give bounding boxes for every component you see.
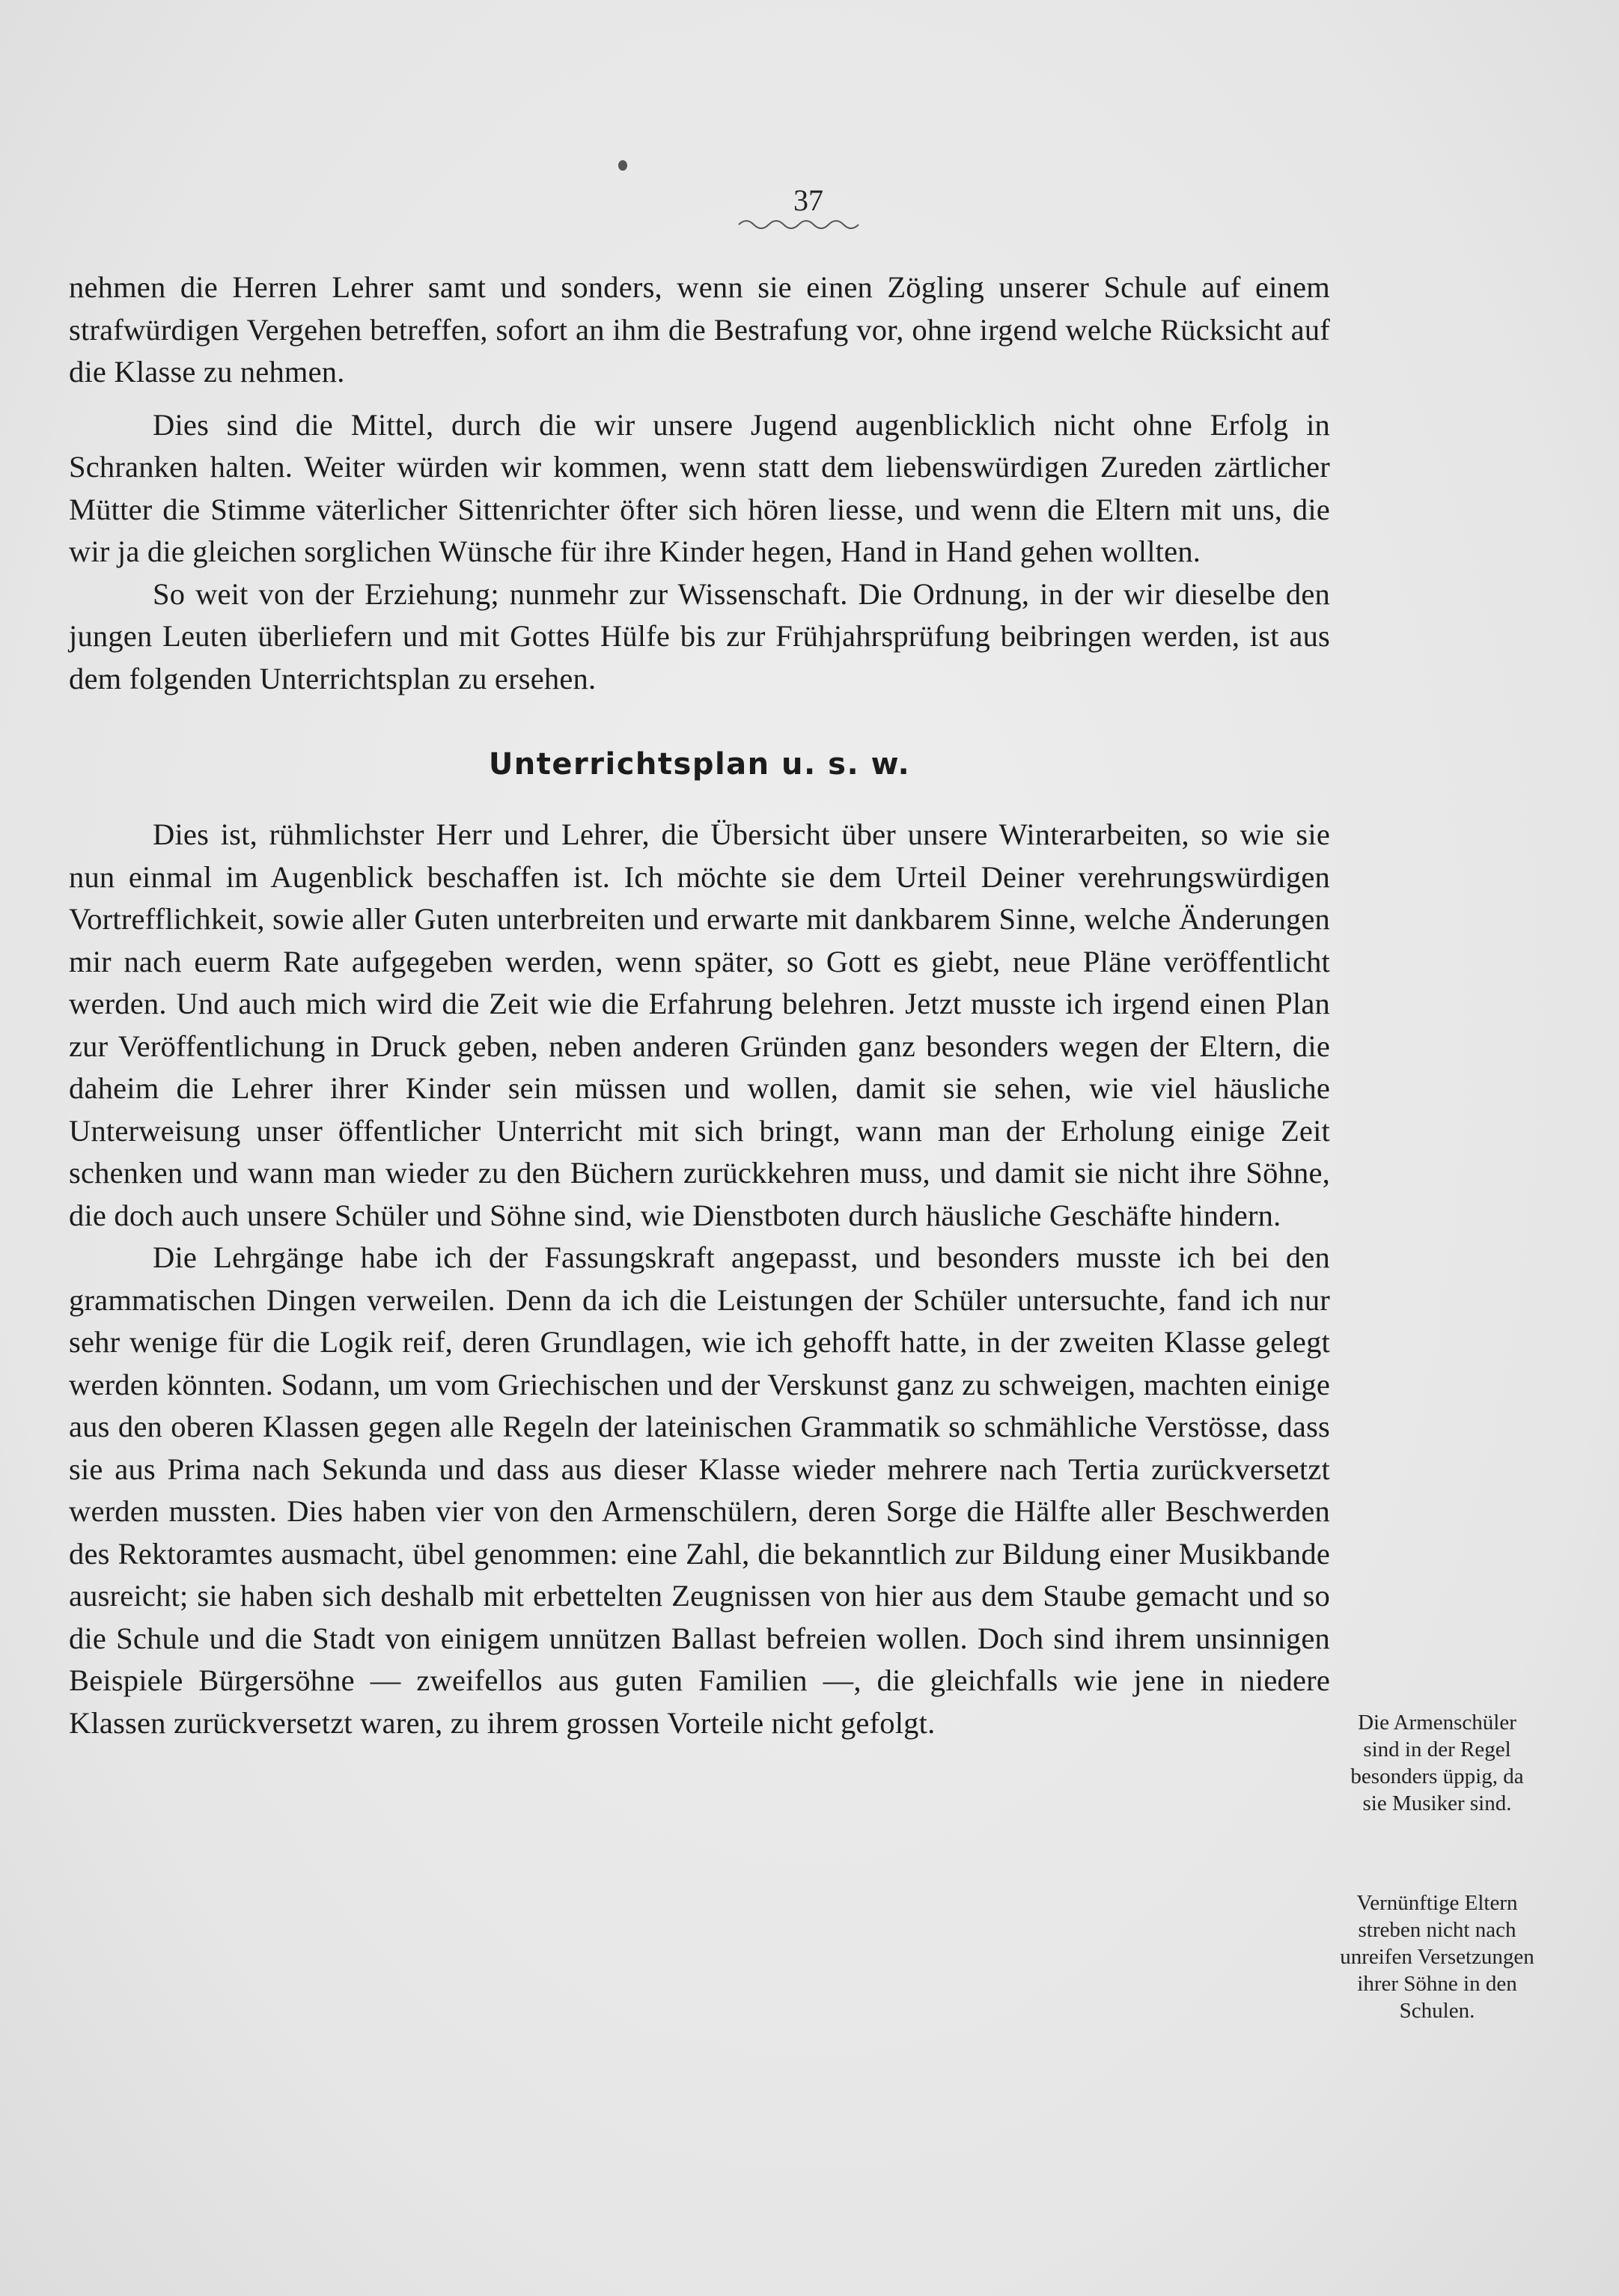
- paragraph-4: Dies ist, rühmlichster Herr und Lehrer, die Übersicht über unsere Winterarbeiten, so wie sie nun einmal im Augenblick beschaffen ist. Ich möchte sie dem Urteil Deiner verehrungswürdigen Vortrefflichkeit, sowie aller Guten unterbreiten und erwarte mit dankbarem Sinne, welche Änderungen mir nach euerm Rate aufgegeben werden, wenn später, so Gott es giebt, neue Pläne veröffentlicht werden. Und auch mich wird die Zeit wie die Erfahrung belehren. Jetzt musste ich irgend einen Plan zur Veröffentlichung in Druck geben, neben anderen Gründen ganz besonders wegen der Eltern, die daheim die Lehrer ihrer Kinder sein müssen und wollen, damit sie sehen, wie viel häusliche Unterweisung unser öffentlicher Unterricht mit sich bringt, wann man der Erholung einige Zeit schenken und wann man wieder zu den Büchern zurückkehren muss, und damit sie nicht ihre Söhne, die doch auch unsere Schüler und Söhne sind, wie Dienstboten durch häusliche Geschäfte hindern.: [69, 817, 1330, 1232]
- marginal-note-2: Vernünftige Eltern streben nicht nach unreifen Versetzungen ihrer Söhne in den Schulen.: [1340, 1891, 1534, 2023]
- page-number: 37: [793, 183, 823, 217]
- print-speck: [618, 160, 627, 171]
- main-text: [69, 267, 1330, 1744]
- page-number-ornament: [737, 216, 865, 234]
- paragraph-1: nehmen die Herren Lehrer samt und sonders, wenn sie einen Zögling unserer Schule auf einem strafwürdigen Vergehen betreffen, sofort an ihm die Bestrafung vor, ohne irgend welche Rücksicht auf die Klasse zu nehmen.: [69, 270, 1330, 389]
- marginal-note-1: Die Armenschüler sind in der Regel besonders üppig, da sie Musiker sind.: [1350, 1711, 1524, 1815]
- paragraph-2: Dies sind die Mittel, durch die wir unsere Jugend augenblicklich nicht ohne Erfolg in Schranken halten. Weiter würden wir kommen, wenn statt dem liebenswürdigen Zureden zärtlicher Mütter die Stimme väterlicher Sittenrichter öfter sich hören liesse, und wenn die Eltern mit uns, die wir ja die gleichen sorglichen Wünsche für ihre Kinder hegen, Hand in Hand gehen wollten.: [69, 407, 1330, 568]
- section-heading: Unterrichtsplan u. s. w.: [488, 747, 911, 782]
- paragraph-5: Die Lehrgänge habe ich der Fassungskraft angepasst, und besonders musste ich bei den grammatischen Dingen verweilen. Denn da ich die Leistungen der Schüler untersuchte, fand ich nur sehr wenige für die Logik reif, deren Grundlagen, wie ich gehofft hatte, in der zweiten Klasse gelegt werden könnten. Sodann, um vom Griechischen und der Verskunst ganz zu schweigen, machten einige aus den oberen Klassen gegen alle Regeln der lateinischen Grammatik so schmähliche Verstösse, dass sie aus Prima nach Sekunda und dass aus dieser Klasse wieder mehrere nach Tertia zurückversetzt werden mussten. Dies haben vier von den Armenschülern, deren Sorge die Hälfte aller Beschwerden des Rektoramtes ausmacht, übel genommen: eine Zahl, die bekanntlich zur Bildung einer Musikbande ausreicht; sie haben sich deshalb mit erbettelten Zeugnissen von hier aus dem Staube gemacht und so die Schule und die Stadt von einigem unnützen Ballast befreien wollen. Doch sind ihrem unsinnigen Beispiele Bürgersöhne — zweifellos aus guten Familien —, die gleichfalls wie jene in niedere Klassen zurückversetzt waren, zu ihrem grossen Vorteile nicht gefolgt.: [69, 1240, 1330, 1740]
- paragraph-3: So weit von der Erziehung; nunmehr zur Wissenschaft. Die Ordnung, in der wir dieselbe den jungen Leuten überliefern und mit Gottes Hülfe bis zur Frühjahrsprüfung beibringen werden, ist aus dem folgenden Unterrichtsplan zu ersehen.: [69, 576, 1330, 695]
